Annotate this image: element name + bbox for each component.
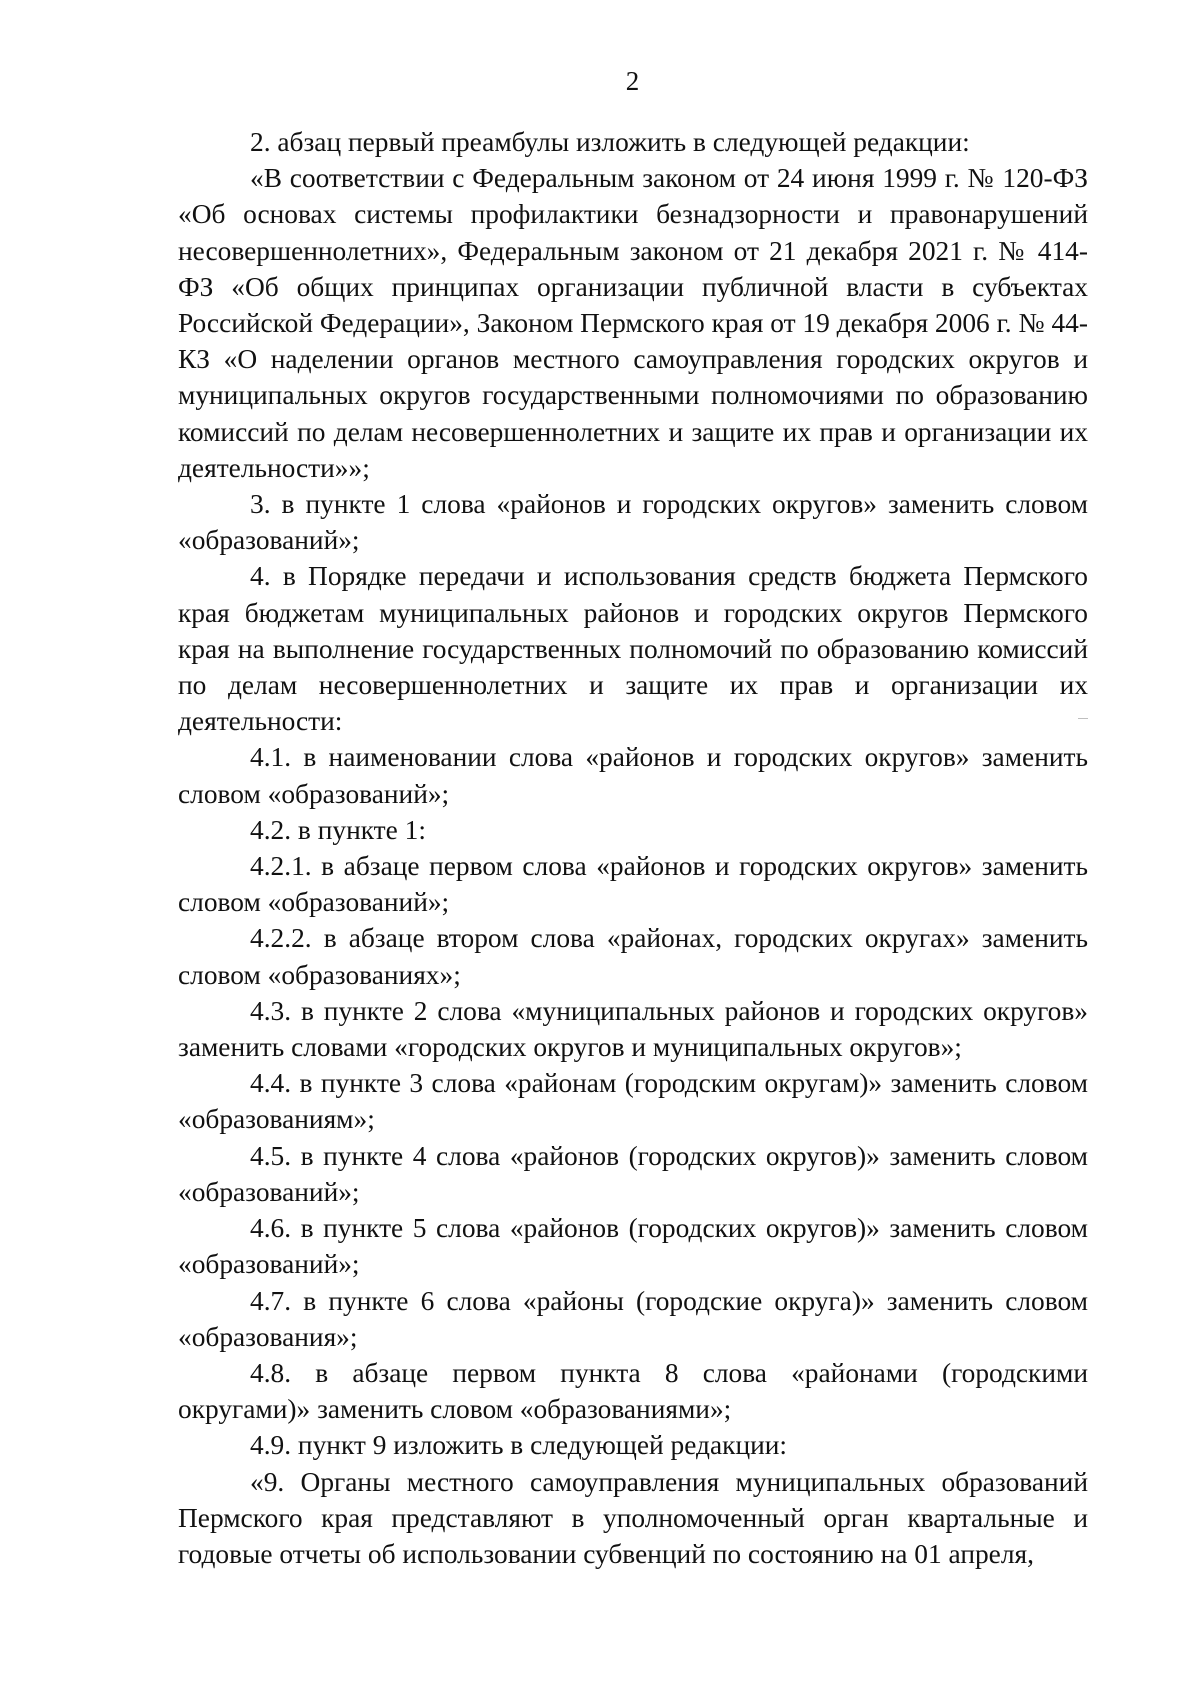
paragraph-4-8: 4.8. в абзаце первом пункта 8 слова «районами (городскими округами)» заменить словом «образованиями»; [178, 1357, 1088, 1425]
paragraph-4-2: 4.2. в пункте 1: [250, 814, 426, 845]
paragraph-preamble-quote: «В соответствии с Федеральным законом от 24 июня 1999 г. № 120-ФЗ «Об основах системы профилактики безнадзорности и правонарушений несовершеннолетних», Федеральным законом от 21 декабря 2021 г. № 414-ФЗ «Об общих принципах организации публичной власти в субъектах Российской Федерации», Законом Пермского края от 19 декабря 2006 г. № 44-КЗ «О наделении органов местного самоуправления городских округов и муниципальных округов государственными полномочиями по образованию комиссий по делам несовершеннолетних и защите их прав и организации их деятельности»»; [178, 163, 1088, 483]
paragraph-4: 4. в Порядке передачи и использования средств бюджета Пермского края бюджетам муниципальных районов и городских округов Пермского края на выполнение государственных полномочий по образованию комиссий по делам несовершеннолетних и защите их прав и организации их деятельности: [178, 561, 1088, 737]
paragraph-4-6: 4.6. в пункте 5 слова «районов (городских округов)» заменить словом «образований»; [178, 1213, 1088, 1280]
paragraph-4-2-1: 4.2.1. в абзаце первом слова «районов и городских округов» заменить словом «образований»; [178, 851, 1088, 918]
paragraph-4-9: 4.9. пункт 9 изложить в следующей редакции: [250, 1430, 788, 1461]
paragraph-4-1: 4.1. в наименовании слова «районов и городских округов» заменить словом «образований»; [178, 742, 1088, 809]
paragraph-9-quote: «9. Органы местного самоуправления муниципальных образований Пермского края представляют в уполномоченный орган квартальные и годовые отчеты об использовании субвенций по состоянию на 01 апреля, [178, 1466, 1088, 1569]
paragraph-4-3: 4.3. в пункте 2 слова «муниципальных районов и городских округов» заменить словами «городских округов и муниципальных округов»; [178, 995, 1088, 1063]
paragraph-4-7: 4.7. в пункте 6 слова «районы (городские округа)» заменить словом «образования»; [178, 1285, 1088, 1352]
document-body [178, 124, 1088, 1572]
scan-artifact [1078, 718, 1088, 719]
page-number: 2 [625, 66, 640, 96]
paragraph-4-2-2: 4.2.2. в абзаце втором слова «районах, городских округах» заменить словом «образованиях»; [178, 923, 1088, 990]
paragraph-3: 3. в пункте 1 слова «районов и городских округов» заменить словом «образований»; [178, 489, 1088, 556]
paragraph-4-4: 4.4. в пункте 3 слова «районам (городским округам)» заменить словом «образованиям»; [178, 1068, 1088, 1135]
paragraph-2: 2. абзац первый преамбулы изложить в следующей редакции: [250, 127, 970, 157]
paragraph-4-5: 4.5. в пункте 4 слова «районов (городских округов)» заменить словом «образований»; [178, 1140, 1088, 1207]
